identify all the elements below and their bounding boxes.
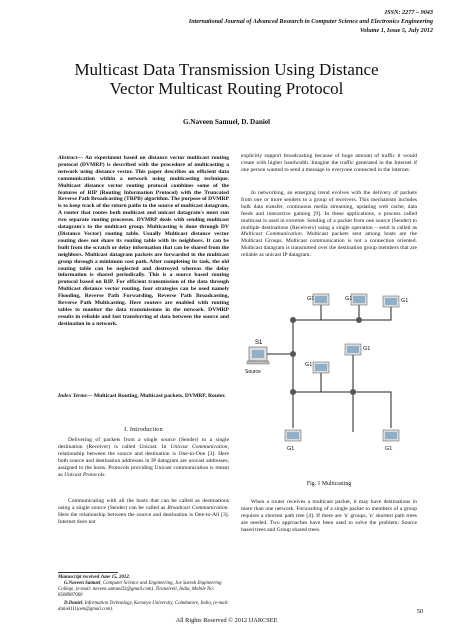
footnote-author2-name: D.Daniel bbox=[64, 601, 83, 606]
group-label-6: G1 bbox=[287, 446, 295, 452]
abstract bbox=[58, 155, 229, 328]
index-terms bbox=[58, 393, 229, 400]
right-p2-text-b: . Multicast packets sent among hosts are the Multicast Groups. Multicast communication is not a connection oriented. Multicast datagram is transmitted over the destination group members that are reliable as unicast IP datagram. bbox=[241, 231, 417, 259]
intro-p1-emphasis-2: Unicast Protocols bbox=[64, 471, 105, 478]
index-terms-text: — Multicast Routing, Multicast packets, DVMRP, Router. bbox=[86, 393, 226, 399]
source-node bbox=[247, 347, 269, 364]
group-label-2: G1 bbox=[345, 296, 353, 302]
footnote-author1-name: G.Naveen Samuel bbox=[64, 581, 101, 586]
figure-caption: Fig. 1 Multicasting bbox=[306, 481, 352, 487]
sender-label: S1 bbox=[255, 340, 263, 346]
footnote bbox=[58, 575, 229, 613]
intro-p1-text-a: Delivering of packets from a single source (Sender) to a single destination (Receiver) is called Unicast. In bbox=[58, 437, 229, 450]
footnote-author2-text: , Information Technology, Karunya University, Coimbatore, India, (e-mail: daniel111joen@gmail.com). bbox=[58, 601, 229, 612]
footnote-author1-text: , Computer Science and Engineering, Joe Suresh Engineering College, (e-mail: naveen.samuel33@gmail.com). Tirunelveli, India, Mobile No: 8508987060 bbox=[58, 581, 222, 598]
paper-title-line-1: Multicast Data Transmission Using Distance bbox=[74, 60, 379, 79]
right-p2-text-a: In networking, an emerging trend evolves with the delivery of packets from one or more senders to a group of receivers. This mechanism includes bulk data transfer, continuous media streaming, updating web cache, data feeds and interactive gaming [9]. In these applications, a process called multicast is used in extreme. Sending of a packet from one source (Sender) to multiple destinations (Receivers) using a single operation – send is called as bbox=[241, 190, 417, 231]
abstract-text: — An experiment based on distance vector multicast routing protocol (DVMRP) is described with the procedure of multicasting a network using distance vector. This paper describes an efficient data communication within a network using multicasting technique. Multicast distance vector routing protocol combines some of the features of RIP (Routing Information Protocol) with the Truncated Reverse Path Broadcasting (TRPB) algorithm. The purpose of DVMRP is to keep track of the return paths to the source of multicast datagram. A router that routes both multicast and unicast datagram's must run two separate routing processes. DVMRP deals with sending multicast datagram's to the multicast group. Multicasting is done through DV (Distance Vector) routing table. Usually Multicast distance vector routing does not share its routing table with its neighbors. It can be built from the scratch or delay information that can be shared from the neighbors. Multicast datagram packets are forwarded to the multicast group through a minimum cost path. After completing its task, the old routing table can be neglected and destroyed whereas the delay information is shared periodically. This is a source based routing protocol based on RIP. For efficient transmission of the data through Multicast distance vector routing, four strategies can be used namely Flooding, Reverse Path Forwarding, Reverse Path Broadcasting, Reverse Path Multicasting. Here routers are enabled with routing tables to monitor the data transmissions in the network. DVMRP results in reliable and fast transferring of data between the source and destination in a network. bbox=[58, 155, 229, 327]
group-label-5: G1 bbox=[363, 346, 371, 352]
multicast-figure bbox=[241, 292, 417, 472]
right-p2-emphasis: Multicast Communication bbox=[241, 231, 302, 238]
right-paragraph-2 bbox=[241, 190, 417, 259]
page-number: 50 bbox=[416, 608, 423, 615]
group-member-nodes bbox=[285, 294, 399, 441]
index-terms-lead: Index Terms bbox=[58, 393, 87, 399]
paper-authors: G.Naveen Samuel, D. Daniel bbox=[182, 118, 271, 126]
group-label-3: G1 bbox=[401, 298, 409, 304]
source-label: Source bbox=[245, 369, 261, 375]
group-label-4: G1 bbox=[305, 362, 313, 368]
paper-title-line-2: Vector Multicast Routing Protocol bbox=[109, 79, 344, 98]
abstract-lead: Abstract bbox=[58, 155, 78, 161]
group-label-1: G1 bbox=[307, 296, 315, 302]
journal-name: International Journal of Advanced Research in Computer Science and Electronics Engineering bbox=[188, 18, 433, 25]
intro-p1-emphasis-1: Unicast Communication bbox=[170, 443, 228, 450]
intro-p2-text-b: . Here the relationship between the source and destination is One-to-All [3]. Internet does not bbox=[58, 504, 229, 525]
intro-p2-emphasis: Broadcast Communication bbox=[167, 504, 228, 511]
journal-issn: ISSN: 2277 – 9043 bbox=[384, 9, 433, 16]
footnote-divider bbox=[58, 572, 118, 573]
section-heading-introduction: I. Introduction bbox=[124, 426, 163, 433]
paper-title bbox=[30, 60, 423, 98]
copyright-footer: All Rights Reserved © 2012 IJARCSEE bbox=[175, 617, 278, 624]
intro-p2-text-a: Communicating with all the hosts that can be called as destinations using a single source (Sender) can be called as bbox=[58, 498, 229, 511]
journal-volume: Volume 1, Issue 5, July 2012 bbox=[359, 27, 433, 34]
intro-paragraph-2 bbox=[58, 498, 229, 526]
right-paragraph-3 bbox=[241, 499, 417, 534]
footnote-received: Manuscript received June 15, 2012. bbox=[58, 575, 130, 580]
group-label-7: G1 bbox=[385, 446, 393, 452]
intro-paragraph-1 bbox=[58, 437, 229, 478]
intro-p1-text-c: . bbox=[104, 471, 106, 478]
right-paragraph-1: explicitly support broadcasting because of huge amount of traffic it would create with higher bandwidth. Imagine the traffic generated in the Internet if one person wanted to send a message to everyone connected in the internet. bbox=[241, 153, 417, 173]
intro-p1-text-b: , relationship between the source and destination is One-to-One [3]. Here both source and destination addresses in IP datagram are unicast addresses, assigned to the hosts. Protocols providing Unicast communication is meant as bbox=[58, 443, 229, 478]
right-p3-text: When a router receives a multicast packet, it may have destinations in more than one network. Forwarding of a single packet to members of a group requires a shortest path tree [4]. If there are 'n' groups, 'n' shortest path trees are needed. Two approaches have been used to solve the problem: Source based trees and Group shared trees. bbox=[241, 499, 417, 533]
